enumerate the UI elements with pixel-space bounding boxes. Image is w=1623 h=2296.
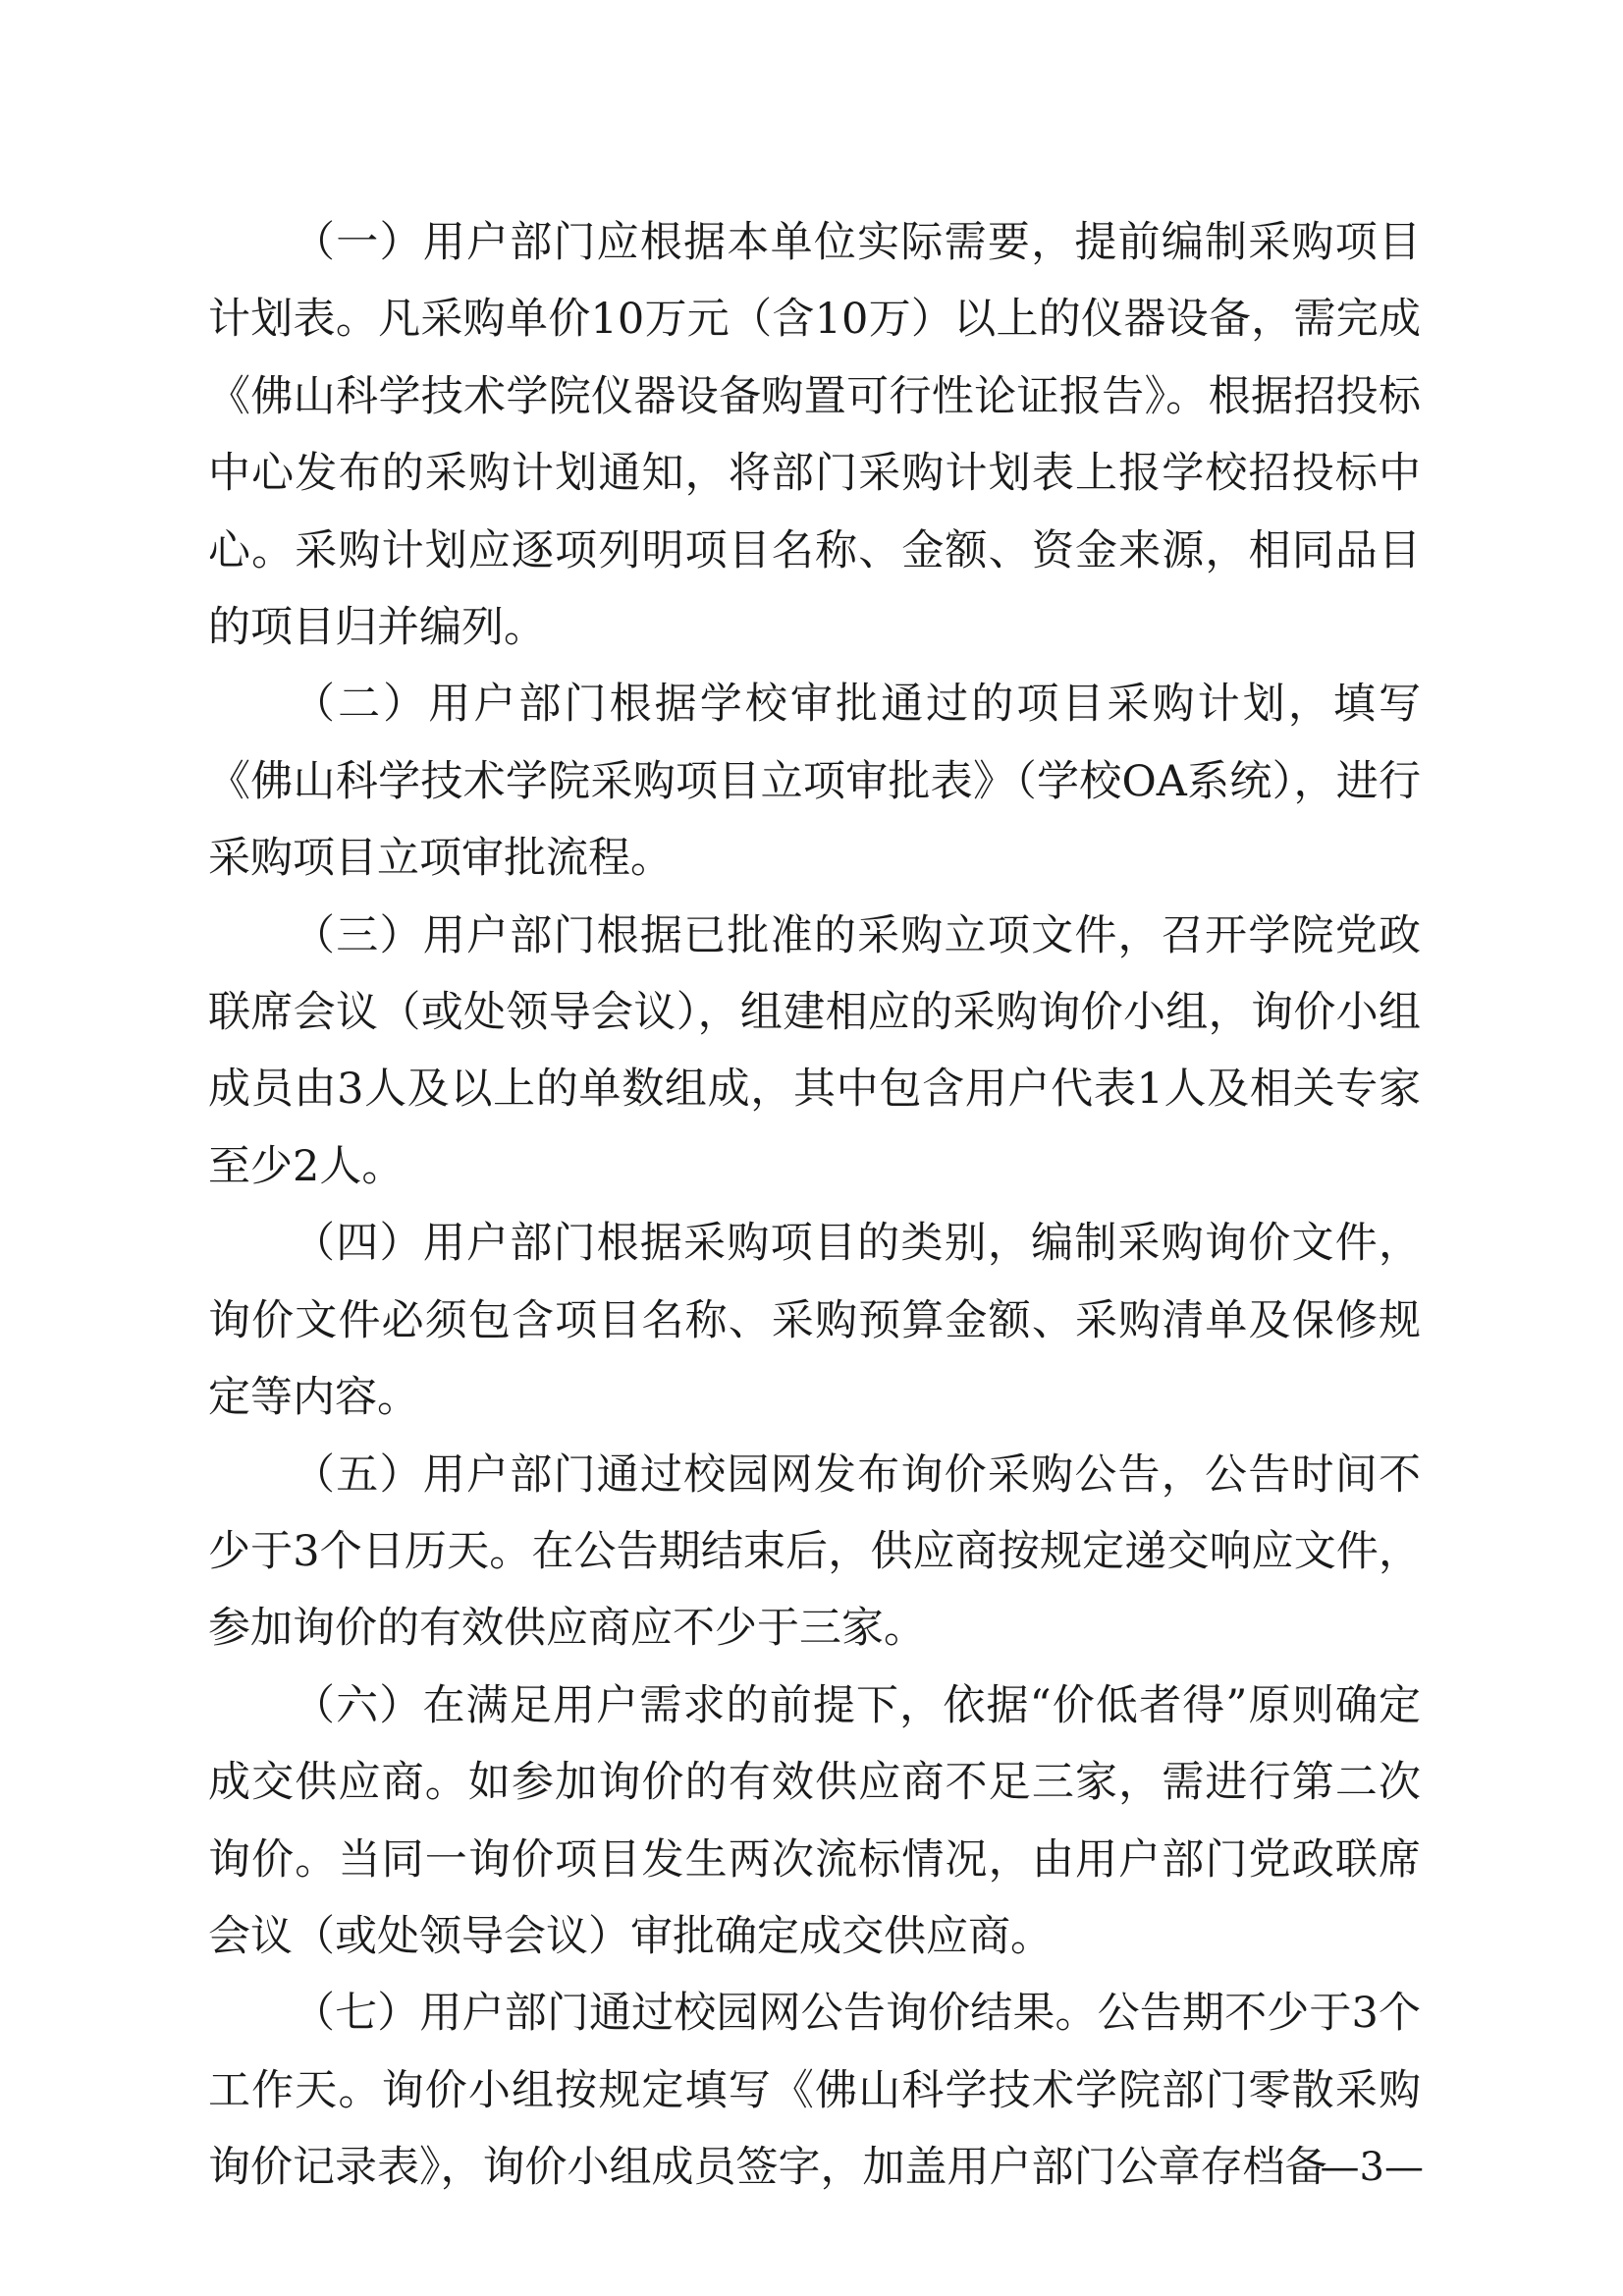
- paragraph-2: （二）用户部门根据学校审批通过的项目采购计划，填写《佛山科学技术学院采购项目立项审批表》（学校OA系统），进行采购项目立项审批流程。: [208, 680, 1421, 884]
- paragraph-4: （四）用户部门根据采购项目的类别，编制采购询价文件，询价文件必须包含项目名称、采购预算金额、采购清单及保修规定等内容。: [208, 1219, 1421, 1423]
- paragraph-6: （六）在满足用户需求的前提下，依据“价低者得”原则确定成交供应商。如参加询价的有效供应商不足三家，需进行第二次询价。当同一询价项目发生两次流标情况，由用户部门党政联席会议（或处领导会议）审批确定成交供应商。: [208, 1680, 1421, 1961]
- page-number: —3—: [1320, 2145, 1424, 2190]
- paragraph-5: （五）用户部门通过校园网发布询价采购公告，公告时间不少于3个日历天。在公告期结束后，供应商按规定递交响应文件，参加询价的有效供应商应不少于三家。: [208, 1449, 1421, 1654]
- paragraph-7: （七）用户部门通过校园网公告询价结果。公告期不少于3个工作天。询价小组按规定填写《佛山科学技术学院部门零散采购询价记录表》，询价小组成员签字，加盖用户部门公章存档备: [208, 1989, 1421, 2193]
- body-text: [208, 204, 1421, 2207]
- paragraph-1: （一）用户部门应根据本单位实际需要，提前编制采购项目计划表。凡采购单价10万元（含10万）以上的仪器设备，需完成《佛山科学技术学院仪器设备购置可行性论证报告》。根据招投标中心发布的采购计划通知，将部门采购计划表上报学校招投标中心。采购计划应逐项列明项目名称、金额、资金来源，相同品目的项目归并编列。: [208, 218, 1421, 653]
- paragraph-3: （三）用户部门根据已批准的采购立项文件，召开学院党政联席会议（或处领导会议），组建相应的采购询价小组，询价小组成员由3人及以上的单数组成，其中包含用户代表1人及相关专家至少2人。: [208, 910, 1421, 1191]
